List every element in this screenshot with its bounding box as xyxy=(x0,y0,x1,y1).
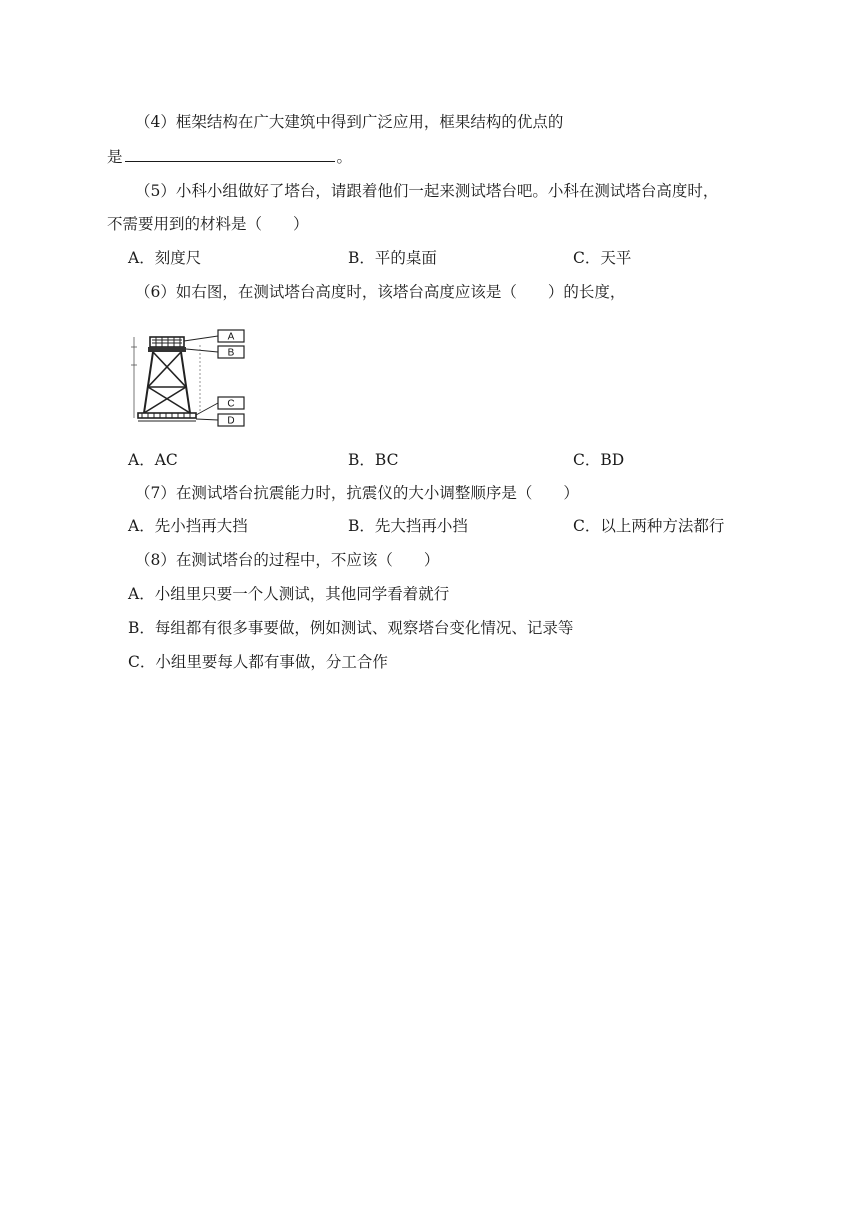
q7-option-c: C．以上两种方法都行 xyxy=(573,517,725,535)
figure-label-a: A xyxy=(227,331,235,343)
q6-option-c: C．BD xyxy=(573,451,625,469)
q4-answer-line xyxy=(107,146,352,168)
q5-option-a: A．刻度尺 xyxy=(128,249,202,267)
q4-stem: （4）框架结构在广大建筑中得到广泛应用，框果结构的优点的 xyxy=(135,113,564,131)
tower-figure xyxy=(126,325,250,431)
figure-label-b: B xyxy=(227,347,235,359)
q8-stem: （8）在测试塔台的过程中，不应该（ ） xyxy=(135,551,440,569)
q6-stem: （6）如右图，在测试塔台高度时，该塔台高度应该是（ ）的长度， xyxy=(135,283,626,301)
q7-stem: （7）在测试塔台抗震能力时，抗震仪的大小调整顺序是（ ） xyxy=(135,484,579,502)
q5-option-b: B．平的桌面 xyxy=(348,249,437,267)
q5-stem-cont: 不需要用到的材料是（ ） xyxy=(107,215,309,233)
tower-diagram xyxy=(126,325,250,431)
q4-answer-blank[interactable] xyxy=(125,147,335,162)
q7-option-a: A．先小挡再大挡 xyxy=(128,517,248,535)
q8-option-b: B．每组都有很多事要做，例如测试、观察塔台变化情况、记录等 xyxy=(128,619,574,637)
q4-suffix: 。 xyxy=(336,148,353,166)
q5-stem: （5）小科小组做好了塔台，请跟着他们一起来测试塔台吧。小科在测试塔台高度时， xyxy=(135,182,719,200)
q6-option-a: A．AC xyxy=(128,451,178,469)
figure-label-c: C xyxy=(227,398,235,410)
q7-option-b: B．先大挡再小挡 xyxy=(348,517,468,535)
q5-option-c: C．天平 xyxy=(573,249,632,267)
q8-option-a: A．小组里只要一个人测试，其他同学看着就行 xyxy=(128,585,450,603)
q8-option-c: C．小组里要每人都有事做，分工合作 xyxy=(128,653,388,671)
q6-option-b: B．BC xyxy=(348,451,399,469)
q4-prefix: 是 xyxy=(107,148,123,166)
figure-label-d: D xyxy=(227,415,235,427)
